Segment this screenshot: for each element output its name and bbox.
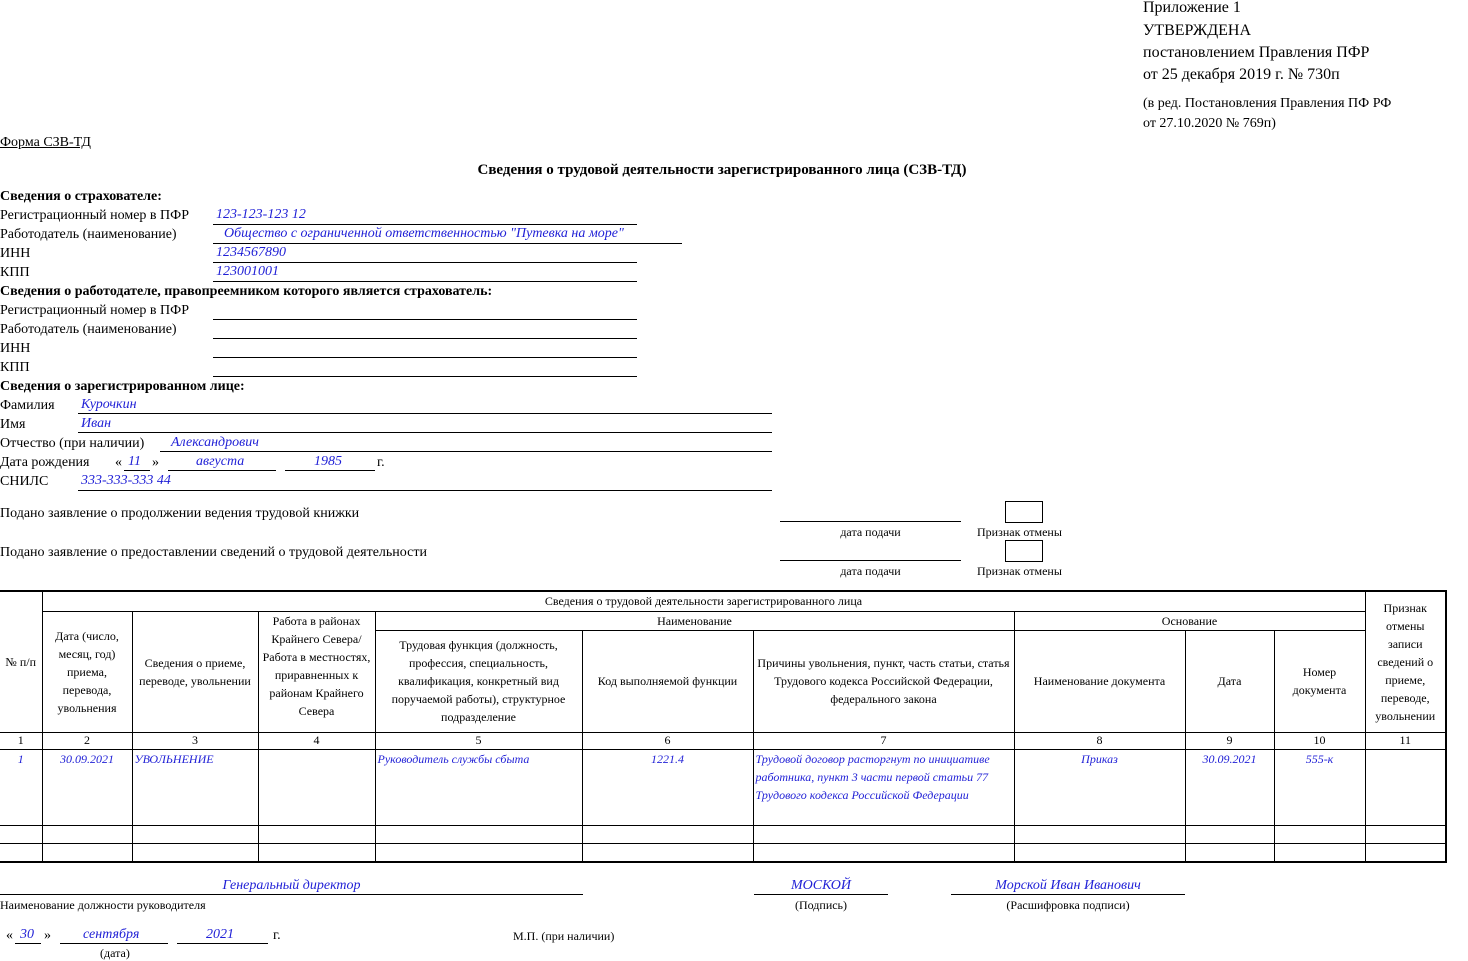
decode-line	[951, 894, 1185, 895]
sign-month-line	[60, 943, 168, 944]
insurer-kpp-value[interactable]: 123001001	[216, 264, 279, 279]
empty-cell[interactable]	[582, 825, 753, 843]
insurer-employer-label: Работодатель (наименование)	[0, 227, 177, 242]
insurer-heading: Сведения о страхователе:	[0, 189, 162, 204]
empty-cell[interactable]	[0, 825, 42, 843]
empty-cell[interactable]	[132, 825, 258, 843]
birth-month[interactable]: августа	[196, 454, 245, 469]
col-number: 7	[753, 732, 1014, 749]
col-number: 11	[1365, 732, 1446, 749]
approved-by: постановлением Правления ПФР	[1143, 44, 1370, 61]
sign-year-line	[177, 943, 268, 944]
empty-cell[interactable]	[753, 843, 1014, 862]
date-label: (дата)	[100, 946, 130, 960]
predecessor-inn-field[interactable]	[213, 357, 637, 358]
continue-book-cancel-checkbox[interactable]	[1005, 501, 1043, 523]
edition-note-1: (в ред. Постановления Правления ПФ РФ	[1143, 96, 1392, 111]
col-number: 9	[1185, 732, 1274, 749]
provide-info-label: Подано заявление о предоставлении сведений о трудовой деятельности	[0, 545, 427, 560]
birth-month-line	[168, 470, 276, 471]
surname-label: Фамилия	[0, 398, 55, 413]
date-open-quote: «	[6, 928, 13, 943]
table-row	[0, 749, 1446, 825]
empty-cell[interactable]	[375, 843, 582, 862]
empty-cell[interactable]	[1014, 825, 1185, 843]
snils-label: СНИЛС	[0, 474, 49, 489]
empty-cell[interactable]	[42, 825, 132, 843]
empty-cell[interactable]	[1365, 825, 1446, 843]
col-number: 5	[375, 732, 582, 749]
sign-day[interactable]: 30	[20, 927, 34, 942]
position-value[interactable]: Генеральный директор	[222, 878, 361, 893]
approved-date: от 25 декабря 2019 г. № 730п	[1143, 66, 1340, 83]
col-doc-num-header: Номер документа	[1274, 630, 1365, 732]
sign-year-suffix: г.	[273, 928, 281, 943]
birth-day[interactable]: 11	[128, 454, 141, 469]
approved-label: УТВЕРЖДЕНА	[1143, 22, 1252, 39]
row-north[interactable]	[258, 749, 375, 825]
position-line	[0, 894, 583, 895]
row-doc-name[interactable]: Приказ	[1014, 749, 1185, 825]
empty-cell[interactable]	[258, 825, 375, 843]
predecessor-heading: Сведения о работодателе, правопреемником которого является страхователь:	[0, 284, 493, 299]
col-number: 2	[42, 732, 132, 749]
insurer-inn-line	[213, 262, 637, 263]
birth-year[interactable]: 1985	[314, 454, 342, 469]
col-cancel-header: Признак отмены записи сведений о приеме, переводе, увольнении	[1365, 591, 1446, 732]
predecessor-reg-field[interactable]	[213, 319, 637, 320]
empty-cell[interactable]	[42, 843, 132, 862]
row-doc-date[interactable]: 30.09.2021	[1185, 749, 1274, 825]
row-reason[interactable]: Трудовой договор расторгнут по инициативе работника, пункт 3 части первой статьи 77 Трудового кодекса Российской Федерации	[753, 749, 1014, 825]
empty-cell[interactable]	[0, 843, 42, 862]
table-row	[0, 843, 1446, 862]
decode-value[interactable]: Морской Иван Иванович	[995, 878, 1141, 893]
page-title: Сведения о трудовой деятельности зарегистрированного лица (СЗВ-ТД)	[477, 162, 967, 178]
insurer-kpp-label: КПП	[0, 265, 30, 280]
birth-year-suffix: г.	[377, 455, 385, 470]
birth-close-quote: »	[152, 455, 159, 470]
predecessor-employer-field[interactable]	[213, 338, 637, 339]
empty-cell[interactable]	[753, 825, 1014, 843]
insurer-inn-label: ИНН	[0, 246, 31, 261]
row-cancel[interactable]	[1365, 749, 1446, 825]
empty-cell[interactable]	[1185, 825, 1274, 843]
birth-label: Дата рождения	[0, 455, 90, 470]
continue-book-label: Подано заявление о продолжении ведения трудовой книжки	[0, 506, 360, 521]
col-number: 8	[1014, 732, 1185, 749]
name-label: Имя	[0, 417, 26, 432]
table-row	[0, 825, 1446, 843]
row-doc-num[interactable]: 555-к	[1274, 749, 1365, 825]
col-num-header: № п/п	[0, 591, 42, 732]
col-function-header: Трудовая функция (должность, профессия, специальность, квалификация, конкретный вид поручаемой работы), структурное подразделение	[375, 630, 582, 732]
predecessor-reg-label: Регистрационный номер в ПФР	[0, 303, 189, 318]
surname-value[interactable]: Курочкин	[81, 397, 137, 412]
sign-day-line	[15, 943, 41, 944]
decode-label: (Расшифровка подписи)	[1006, 898, 1130, 912]
name-value[interactable]: Иван	[81, 416, 112, 431]
predecessor-kpp-label: КПП	[0, 360, 30, 375]
sign-year[interactable]: 2021	[206, 927, 234, 942]
col-code-header: Код выполняемой функции	[582, 630, 753, 732]
sign-value[interactable]: МОСКОЙ	[791, 878, 851, 893]
empty-cell[interactable]	[1014, 843, 1185, 862]
col-number: 3	[132, 732, 258, 749]
col-reason-header: Причины увольнения, пункт, часть статьи, статья Трудового кодекса Российской Федерации, федерального закона	[753, 630, 1014, 732]
predecessor-employer-label: Работодатель (наименование)	[0, 322, 177, 337]
col-number: 10	[1274, 732, 1365, 749]
birth-year-line	[285, 470, 375, 471]
col-doc-name-header: Наименование документа	[1014, 630, 1185, 732]
insurer-kpp-line	[213, 281, 637, 282]
col-number: 1	[0, 732, 42, 749]
name-line	[78, 432, 772, 433]
col-north-header: Работа в районах Крайнего Севера/Работа в местностях, приравненных к районам Крайнего Севера	[258, 611, 375, 732]
provide-info-cancel-checkbox[interactable]	[1005, 540, 1043, 562]
row-date[interactable]: 30.09.2021	[42, 749, 132, 825]
sign-label: (Подпись)	[794, 898, 848, 912]
sign-month[interactable]: сентября	[83, 927, 140, 942]
patronymic-value[interactable]: Александрович	[171, 435, 259, 450]
row-code[interactable]: 1221.4	[582, 749, 753, 825]
patronymic-label: Отчество (при наличии)	[0, 436, 145, 451]
col-number: 4	[258, 732, 375, 749]
col-doc-date-header: Дата	[1185, 630, 1274, 732]
sign-line	[754, 894, 888, 895]
birth-open-quote: «	[115, 455, 122, 470]
naming-group-header: Наименование	[375, 611, 1014, 630]
row-function[interactable]: Руководитель службы сбыта	[375, 749, 582, 825]
snils-line	[78, 490, 772, 491]
basis-group-header: Основание	[1014, 611, 1365, 630]
group-title-header: Сведения о трудовой деятельности зарегистрированного лица	[42, 591, 1365, 611]
edition-note-2: от 27.10.2020 № 769п)	[1143, 116, 1276, 131]
form-name: Форма СЗВ-ТД	[0, 135, 91, 150]
insurer-employer-value[interactable]: Общество с ограниченной ответственностью "Путевка на море"	[224, 226, 624, 241]
provide-info-cancel-label: Признак отмены	[977, 564, 1062, 578]
empty-cell[interactable]	[132, 843, 258, 862]
date-close-quote: »	[44, 928, 51, 943]
predecessor-inn-label: ИНН	[0, 341, 31, 356]
stamp-label: М.П. (при наличии)	[513, 929, 615, 943]
empty-cell[interactable]	[1365, 843, 1446, 862]
empty-cell[interactable]	[582, 843, 753, 862]
surname-line	[78, 413, 772, 414]
birth-day-line	[124, 470, 150, 471]
person-heading: Сведения о зарегистрированном лице:	[0, 379, 245, 394]
empty-cell[interactable]	[1274, 843, 1365, 862]
empty-cell[interactable]	[1185, 843, 1274, 862]
insurer-reg-label: Регистрационный номер в ПФР	[0, 208, 189, 223]
continue-book-cancel-label: Признак отмены	[977, 525, 1062, 539]
provide-info-date-label: дата подачи	[840, 564, 901, 578]
continue-book-date-field[interactable]	[780, 521, 961, 522]
col-number: 6	[582, 732, 753, 749]
insurer-employer-line	[213, 243, 682, 244]
provide-info-date-field[interactable]	[780, 560, 961, 561]
col-info-header: Сведения о приеме, переводе, увольнении	[132, 611, 258, 732]
insurer-reg-value[interactable]: 123-123-123 12	[216, 207, 306, 222]
empty-cell[interactable]	[1274, 825, 1365, 843]
empty-cell[interactable]	[375, 825, 582, 843]
continue-book-date-label: дата подачи	[840, 525, 901, 539]
work-activity-table	[0, 590, 1447, 863]
insurer-inn-value[interactable]: 1234567890	[216, 245, 286, 260]
snils-value[interactable]: 333-333-333 44	[81, 473, 171, 488]
predecessor-kpp-field[interactable]	[213, 376, 637, 377]
row-info[interactable]: УВОЛЬНЕНИЕ	[132, 749, 258, 825]
position-label: Наименование должности руководителя	[0, 898, 206, 912]
row-num[interactable]: 1	[0, 749, 42, 825]
col-date-header: Дата (число, месяц, год) приема, перевода, увольнения	[42, 611, 132, 732]
appendix-label: Приложение 1	[1143, 0, 1241, 16]
empty-cell[interactable]	[258, 843, 375, 862]
insurer-reg-line	[213, 224, 637, 225]
patronymic-line	[160, 451, 772, 452]
